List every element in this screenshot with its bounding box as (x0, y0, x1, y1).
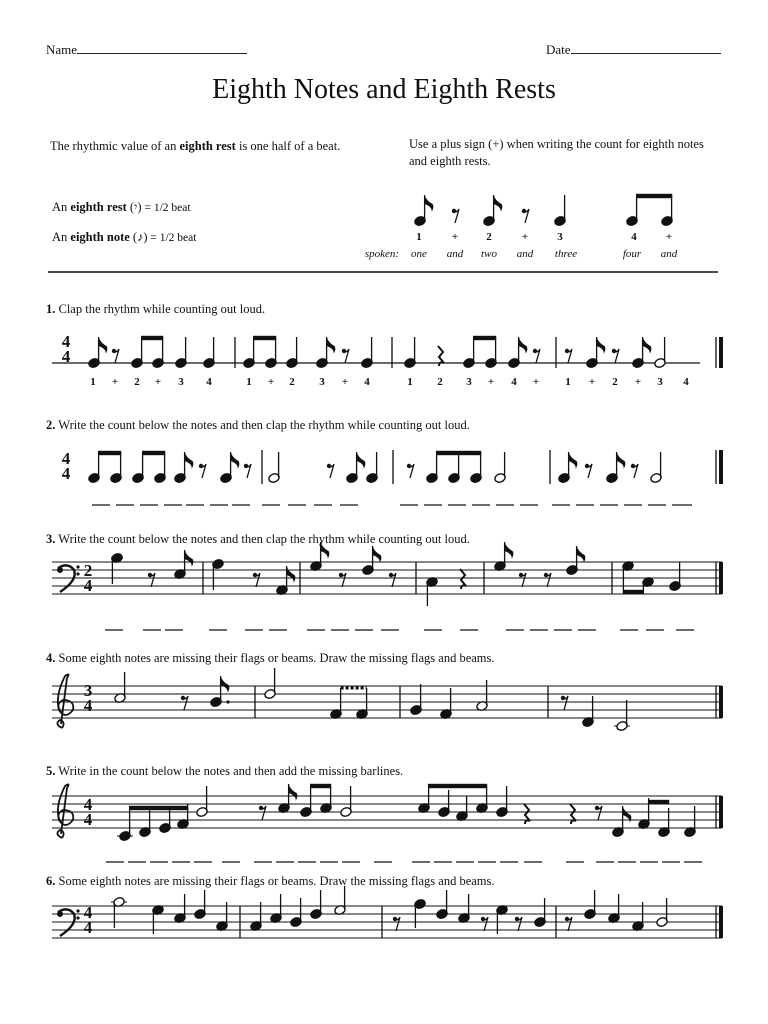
beam (473, 336, 496, 340)
treble-clef-icon (57, 784, 73, 838)
note-flag (617, 452, 626, 469)
spoken-word: and (516, 248, 534, 260)
intro-right-text: Use a plus sign (+) when writing the count for eighth notes and eighth rests. (409, 137, 704, 168)
exercise-1-count: 4 (683, 376, 689, 388)
eighth-note-definition: An eighth note (♪) = 1/2 beat (52, 230, 197, 244)
example-count: 1 (416, 231, 422, 243)
dot (226, 700, 229, 703)
exercise-1-count: 2 (289, 376, 295, 388)
eighth-rest-definition: An eighth rest (𝄾) = 1/2 beat (52, 200, 191, 214)
note-flag (519, 337, 528, 354)
exercise-1-count: 3 (178, 376, 184, 388)
spoken-word: four (622, 248, 642, 260)
exercise-1-count: + (267, 376, 275, 388)
exercise-1-instruction: 1. Clap the rhythm while counting out loud. (46, 302, 266, 316)
note-flag (289, 784, 298, 801)
note-flag (597, 337, 606, 354)
quarter-rest (524, 804, 530, 824)
exercise-2-instruction: 2. Write the count below the notes and then clap the rhythm while counting out loud. (46, 418, 470, 432)
note-flag (425, 195, 434, 212)
exercise-2-time-signature: 4 4 (61, 449, 71, 483)
bass-clef-icon (76, 909, 79, 912)
beam (142, 451, 165, 455)
final-barline (719, 686, 723, 718)
exercise-1-count: + (532, 376, 540, 388)
spoken-label: spoken: (364, 248, 400, 260)
example-count: + (451, 231, 459, 243)
eighth-note-icon: ♪ (137, 230, 144, 244)
exercise-1-count: 1 (246, 376, 252, 388)
beam (98, 451, 121, 455)
spoken-word: and (660, 248, 678, 260)
exercise-1-count: 1 (90, 376, 96, 388)
date-label: Date (546, 42, 571, 57)
beam (141, 336, 163, 340)
exercise-1-count: 3 (466, 376, 472, 388)
note-flag (373, 546, 382, 563)
bass-clef-icon (76, 565, 79, 568)
exercise-1-time-signature: 4 4 (61, 332, 71, 366)
final-barline (719, 450, 723, 484)
note-flag (185, 550, 194, 567)
note-flag (287, 566, 296, 583)
quarter-rest (460, 569, 466, 589)
exercise-5-time-signature: 4 4 (83, 795, 93, 829)
exercise-1-count: 1 (565, 376, 571, 388)
note-flag (99, 337, 108, 354)
beam (623, 590, 644, 594)
note-flag (185, 452, 194, 469)
example-count: 4 (631, 231, 637, 243)
beam (648, 800, 669, 804)
spoken-word: two (481, 248, 497, 260)
spoken-word: and (446, 248, 464, 260)
bass-clef-icon (76, 916, 79, 919)
note-flag (643, 337, 652, 354)
exercise-1-count: 1 (407, 376, 413, 388)
exercise-1-count: 2 (134, 376, 140, 388)
exercise-4-instruction: 4. Some eighth notes are missing their flags or beams. Draw the missing flags and beams. (46, 651, 495, 665)
exercise-1-count: + (634, 376, 642, 388)
bass-clef-icon (57, 567, 63, 573)
quarter-rest (570, 804, 576, 824)
exercise-1-count: 2 (437, 376, 443, 388)
note-flag (321, 542, 330, 559)
note-flag (327, 337, 336, 354)
spoken-word: three (554, 248, 578, 260)
example-count: 2 (486, 231, 492, 243)
beam (129, 806, 188, 810)
beam (310, 784, 331, 788)
exercise-6-instruction: 6. Some eighth notes are missing their flags or beams. Draw the missing flags and beams. (46, 874, 495, 888)
final-barline (719, 906, 723, 938)
exercise-1-count: + (111, 376, 119, 388)
exercise-5-instruction: 5. Write in the count below the notes and then add the missing barlines. (46, 764, 404, 778)
exercise-1-count: 4 (511, 376, 517, 388)
note-flag (494, 195, 503, 212)
note-flag (231, 452, 240, 469)
note-flag (221, 676, 230, 693)
note-flag (357, 452, 366, 469)
beam (253, 336, 276, 340)
note-flag (505, 542, 514, 559)
exercise-4-time-signature: 3 4 (83, 681, 93, 715)
example-count: + (665, 231, 673, 243)
treble-clef-icon (57, 674, 73, 728)
exercise-1-count: 3 (319, 376, 325, 388)
exercise-6-time-signature: 4 4 (83, 903, 93, 937)
exercise-1-count: + (588, 376, 596, 388)
name-label: Name (46, 42, 78, 57)
example-count: 3 (557, 231, 563, 243)
bass-clef-icon (57, 911, 63, 917)
exercise-1-count: + (487, 376, 495, 388)
exercise-3-instruction: 3. Write the count below the notes and then clap the rhythm while counting out loud. (46, 532, 470, 546)
exercise-1-count: 4 (364, 376, 370, 388)
beam (436, 451, 481, 455)
beam (428, 784, 487, 788)
bass-clef-icon (76, 572, 79, 575)
final-barline (719, 562, 723, 594)
exercise-1-count: + (154, 376, 162, 388)
exercise-1-count: 3 (657, 376, 663, 388)
intro-left-text: The rhythmic value of an eighth rest is one half of a beat. (50, 139, 341, 153)
exercise-1-count: 4 (206, 376, 212, 388)
example-count: + (521, 231, 529, 243)
final-barline (719, 337, 723, 368)
exercise-1-count: + (341, 376, 349, 388)
final-barline (719, 796, 723, 828)
quarter-rest (438, 346, 444, 366)
spoken-word: one (411, 248, 427, 260)
exercise-3-time-signature: 2 4 (83, 561, 93, 595)
page-title: Eighth Notes and Eighth Rests (212, 74, 556, 105)
note-flag (577, 546, 586, 563)
eighth-rest-icon: 𝄾 (134, 200, 138, 214)
exercise-1-count: 2 (612, 376, 618, 388)
example-beam (636, 194, 672, 198)
note-flag (569, 452, 578, 469)
